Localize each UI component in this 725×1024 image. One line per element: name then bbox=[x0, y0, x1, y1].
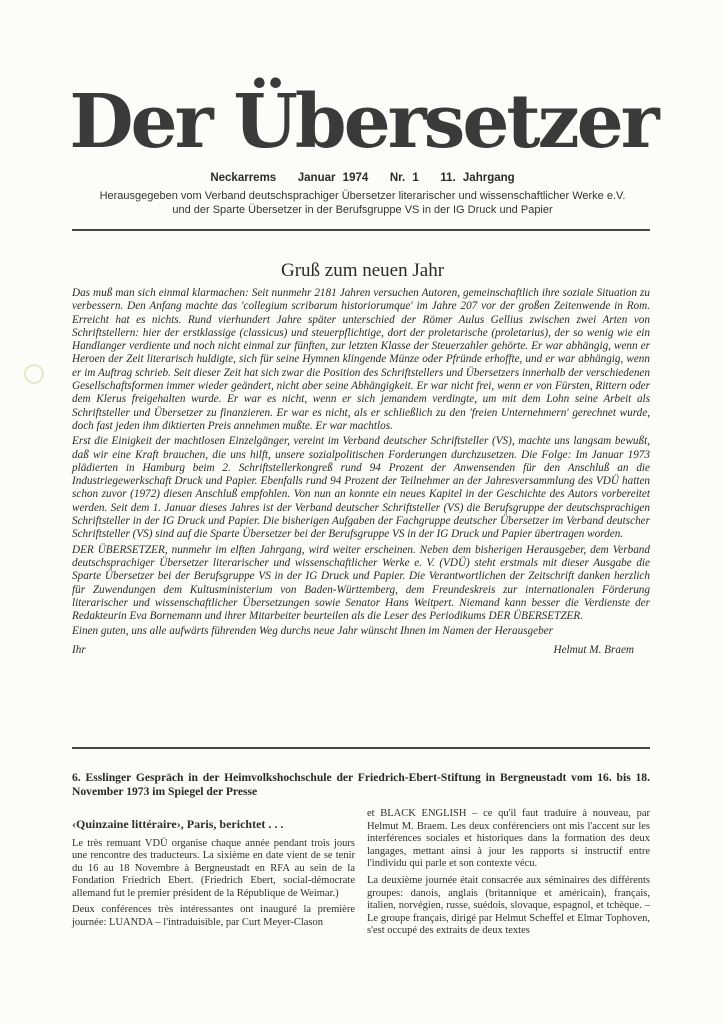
report-column-right bbox=[367, 808, 650, 942]
closing-salutation: Ihr bbox=[72, 643, 86, 656]
report-subhead: ‹Quinzaine littéraire›, Paris, berichtet . . . bbox=[72, 817, 284, 831]
lead-paragraph: Erst die Einigkeit der machtlosen Einzelgänger, vereint im Verband deutscher Schriftsteller (VS), machte uns langsam bewußt, daß wir eine Kraft brauchen, die uns hilft, unsere sozialpolitischen Forderungen durchzusetzen. Die Folge: Im Januar 1973 plädierten in Hamburg beim 2. Schriftstellerkongreß rund 94 Prozent der Anwensenden für den Anschluß an die Industriegewerkschaft Druck und Papier. Ebenfalls rund 94 Prozent der Teilnehmer an der Jahresversammlung des VDÜ hatten schon zuvor (1972) diesen Anschluß empfohlen. Von nun an konnte ein neues Kapitel in der Geschichte des Autors vorbereitet werden. Seit dem 1. Januar dieses Jahres ist der Verband deutscher Schriftsteller (VS) die Berufsgruppe der deutschsprachigen Schriftsteller in der IG Druck und Papier. Die bisherigen Aufgaben der Fachgruppe deutscher Übersetzer im Verband deutscher Schriftsteller (VS) sind auf die Sparte Übersetzer bei der Berufsgruppe VS in der IG Druck und Papier übertragen worden. bbox=[72, 435, 650, 541]
signature-row bbox=[72, 644, 650, 657]
report-paragraph: Le très remuant VDÜ organise chaque année pendant trois jours une rencontre des traducteurs. La sixième en date vient de se tenir du 16 au 18 Novembre à Bergneustadt en RFA au sein de la Fondation Friedrich Ebert. (Friedrich Ebert, social-démocrate allemand fut le premier président de la République de Weimar.) bbox=[72, 837, 355, 899]
masthead-title: Der Übersetzer bbox=[69, 79, 657, 165]
report-paragraph: Deux conférences très intéressantes ont inauguré la première journée: LUANDA – l'intraduisible, par Curt Meyer-Clason bbox=[72, 904, 355, 929]
issue-line: Neckarrems Januar 1974 Nr. 1 11. Jahrgang bbox=[210, 172, 515, 184]
section-divider bbox=[72, 747, 650, 749]
report-column-left bbox=[72, 818, 355, 934]
lead-article-title: Gruß zum neuen Jahr bbox=[280, 260, 445, 281]
report-paragraph: et BLACK ENGLISH – ce qu'il faut traduire à nouveau, par Helmut M. Braem. Les deux conférenciers ont mis l'accent sur les interférences sociales et historiques dans la formation des deux langages, mettant ainsi à jour les rapports si instructif entre l'individu qui parle et son contexte vécu. bbox=[367, 808, 650, 870]
publisher-line-2: und der Sparte Übersetzer in der Berufsgruppe VS in der IG Druck und Papier bbox=[172, 204, 553, 216]
publisher-line-1: Herausgegeben vom Verband deutschsprachiger Übersetzer literarischer und wissenschaftlicher Werke e.V. bbox=[99, 190, 626, 202]
header-divider bbox=[72, 229, 650, 231]
signature: Helmut M. Braem bbox=[553, 643, 634, 656]
publisher-info bbox=[60, 189, 665, 217]
lead-paragraph: Das muß man sich einmal klarmachen: Seit nunmehr 2181 Jahren versuchen Autoren, gemeinschaftlich ihre soziale Situation zu verbessern. Den Anfang machte das 'collegium scribarum historiorumque' im Jahre 207 vor der großen Zeitenwende in Rom. Erreicht hat es nichts. Rund vierhundert Jahre später unterschied der Römer Aulus Gellius zwischen zwei Arten von Schriftstellern: hier der erstklassige (classicus) und steuerpflichtige, dort der proletarische (proletarius), der so wenig wie ein Handlanger verdiente und noch nicht einmal zur fünften, zur letzten Klasse der Steuerzahler gehörte. Er war abhängig, wenn er Heroen der Zeit literarisch huldigte, sich für seine Hymnen klingende Münze oder Pfründe erhoffte, und er war abhängig, wenn er im Auftrag schrieb. Seit dieser Zeit hat sich zwar die Position des Schriftstellers und Übersetzers innerhalb der verschiedenen Gesellschaftsformen immer wieder geändert, nicht aber seine Abhängigkeit. Er war nicht frei, wenn er von Fürsten, Rittern oder dem Klerus freigehalten wurde. Er war es nicht, wenn er sich jemandem verdingte, um mit dem Lohn seine Arbeit als Schriftsteller und Übersetzer zu finanzieren. Er war es nicht, als er schließlich zu den 'freien Unternehmern' gerechnet wurde, doch fast jeden ihm diktierten Preis annehmen mußte. Er war machtlos. bbox=[72, 287, 650, 432]
punch-hole-mark bbox=[24, 364, 44, 384]
report-headline: 6. Esslinger Gespräch in der Heimvolkshochschule der Friedrich-Ebert-Stiftung in Bergneustadt vom 16. bis 18. November 1973 im Spiegel der Presse bbox=[72, 771, 650, 798]
lead-paragraph: DER ÜBERSETZER, nunmehr im elften Jahrgang, wird weiter erscheinen. Neben dem bisherigen Herausgeber, dem Verband deutschsprachiger Übersetzer literarischer und wissenschaftlicher Werke e. V. (VDÜ) steht erstmals mit dieser Ausgabe die Sparte Übersetzer bei der Berufsgruppe VS in der IG Druck und Papier. Die Verantwortlichen der Zeitschrift danken herzlich für Zuwendungen dem Kultusministerium von Baden-Württemberg, dem Freundeskreis zur internationalen Förderung literarischer und wissenschaftlicher Übersetzungen sowie Senator Hans Weitpert. Niemand kann besser die Verdienste der Redakteurin Eva Bornemann und ihrer Mitarbeiter beurteilen als die Leser des Periodikums DER ÜBERSETZER. bbox=[72, 543, 650, 623]
report-paragraph: La deuxième journée était consacrée aux séminaires des différents groupes: danois, anglais (britannique et américain), français, italien, norvégien, russe, suédois, slovaque, espagnol, et tchèque. – Le groupe français, dirigé par Helmut Scheffel et Elmar Tophoven, s'est occupé des extraits de deux textes bbox=[367, 874, 650, 937]
lead-article-body bbox=[72, 287, 650, 657]
lead-paragraph: Einen guten, uns alle aufwärts führenden Weg durchs neue Jahr wünscht Ihnen im Namen der Herausgeber bbox=[72, 625, 553, 638]
